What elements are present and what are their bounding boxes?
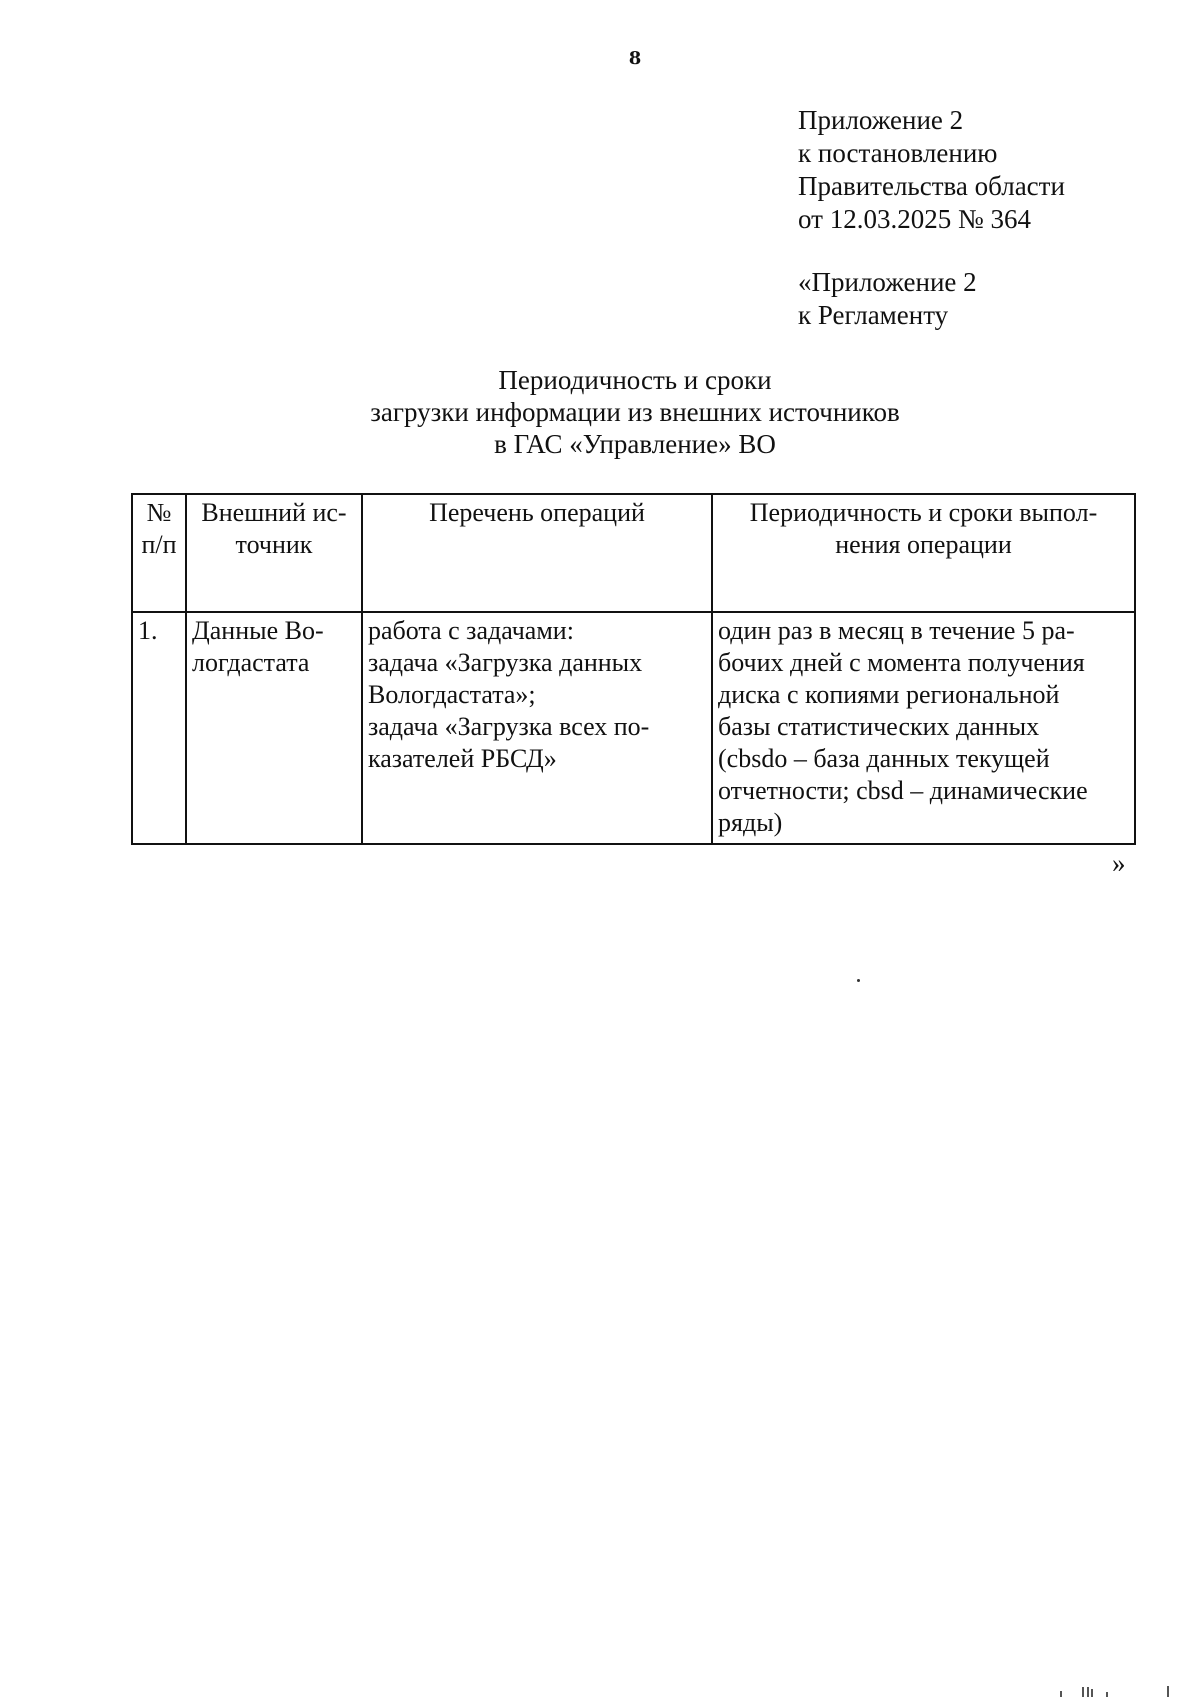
cell-text: отчетности; cbsd – динамические [718, 776, 1088, 805]
appendix-line: Приложение 2 [798, 105, 964, 135]
appendix-line: к постановлению [798, 138, 998, 168]
cell-text: задача «Загрузка данных [368, 648, 643, 677]
cell-source [186, 612, 362, 844]
cell-operations [362, 612, 712, 844]
document-title [330, 364, 940, 460]
header-text: Внешний ис- [201, 498, 347, 527]
scan-edge-marks [1060, 1686, 1180, 1697]
cell-text: ряды) [718, 808, 783, 837]
cell-text: бочих дней с момента получения [718, 648, 1085, 677]
table-header-row [132, 494, 1135, 612]
cell-text: (cbsdo – база данных текущей [718, 744, 1050, 773]
title-line: Периодичность и сроки [498, 365, 772, 395]
header-text: нения операции [835, 530, 1012, 559]
cell-text: диска с копиями региональной [718, 680, 1060, 709]
header-text: Периодичность и сроки выпол- [749, 498, 1098, 527]
cell-text: 1. [138, 616, 158, 645]
cell-text: логдастата [192, 648, 310, 677]
closing-quote: » [1112, 848, 1126, 878]
header-text: п/п [141, 530, 177, 559]
cell-text: работа с задачами: [368, 616, 574, 645]
cell-text: казателей РБСД» [368, 744, 557, 773]
title-line: в ГАС «Управление» ВО [494, 429, 776, 459]
header-text: точник [235, 530, 313, 559]
cell-periodicity [712, 612, 1135, 844]
reglament-line: к Регламенту [798, 300, 949, 330]
header-num [132, 494, 186, 612]
reglament-reference [798, 266, 977, 332]
appendix-line: от 12.03.2025 № 364 [798, 204, 1031, 234]
cell-text: базы статистических данных [718, 712, 1040, 741]
appendix-line: Правительства области [798, 171, 1065, 201]
table-row [132, 612, 1135, 844]
header-text: Перечень операций [429, 498, 645, 527]
cell-text: задача «Загрузка всех по- [368, 712, 650, 741]
title-line: загрузки информации из внешних источников [370, 397, 900, 427]
cell-text: Данные Во- [192, 616, 324, 645]
cell-text: один раз в месяц в течение 5 ра- [718, 616, 1075, 645]
header-text: № [146, 498, 172, 527]
scan-speck [857, 979, 860, 982]
reglament-line: «Приложение 2 [798, 267, 977, 297]
schedule-table [131, 493, 1136, 845]
page-number: 8 [628, 48, 642, 69]
cell-num [132, 612, 186, 844]
appendix-reference [798, 104, 1065, 236]
header-periodicity [712, 494, 1135, 612]
header-source [186, 494, 362, 612]
header-operations [362, 494, 712, 612]
cell-text: Вологдастата»; [368, 680, 536, 709]
